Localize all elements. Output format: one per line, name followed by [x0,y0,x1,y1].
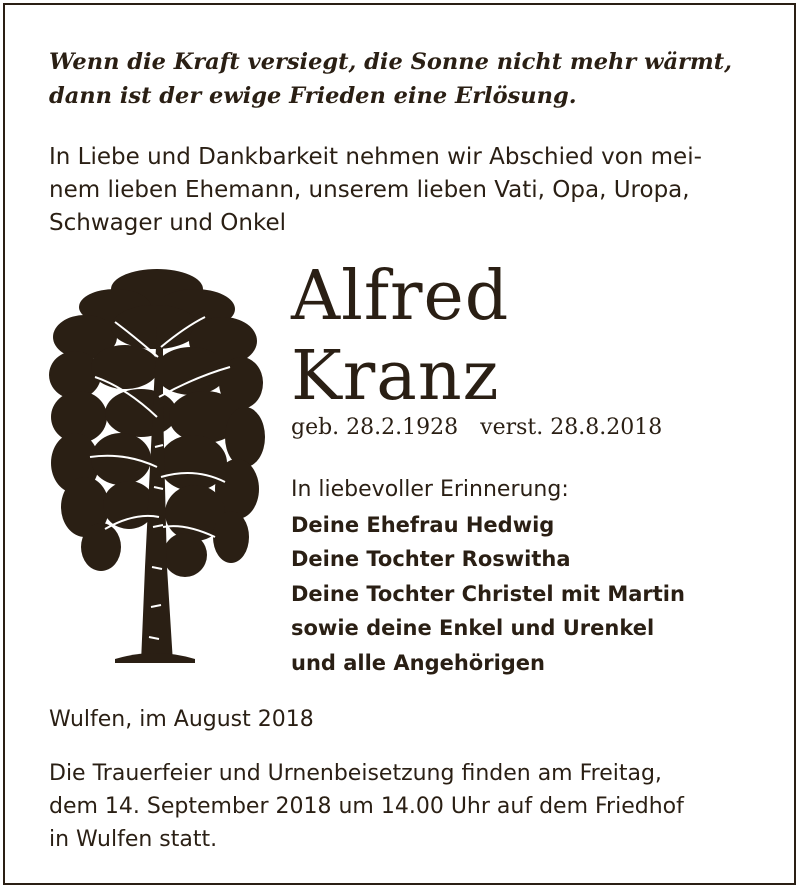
mourner-name: Deine Tochter Christel mit Martin [291,581,685,606]
mourner-name: sowie deine Enkel und Urenkel [291,616,655,640]
birch-tree-icon [45,267,267,663]
motto-line: dann ist der ewige Frieden eine Erlösung. [49,83,577,109]
funeral-line: Die Trauerfeier und Urnenbeisetzung finden am Freitag, [49,761,662,786]
motto-quote [49,45,769,113]
first-name: Alfred [291,257,510,336]
intro-line: In Liebe und Dankbarkeit nehmen wir Abschied von mei- [49,144,702,170]
obituary-notice [3,3,796,885]
deceased-name [291,257,509,417]
place-and-date: Wulfen, im August 2018 [49,707,314,732]
intro-text [49,141,769,240]
motto-line: Wenn die Kraft versiegt, die Sonne nicht mehr wärmt, [49,49,732,75]
intro-line: Schwager und Onkel [49,210,287,236]
mourner-name: und alle Angehörigen [291,650,545,675]
life-dates [291,413,662,443]
mourners-heading: In liebevoller Erinnerung: [291,477,569,502]
intro-line: nem lieben Ehemann, unserem lieben Vati, Opa, Uropa, [49,177,690,203]
funeral-line: dem 14. September 2018 um 14.00 Uhr auf dem Friedhof [49,794,684,819]
funeral-details [49,757,779,856]
last-name: Kranz [291,337,500,416]
death-date: verst. 28.8.2018 [480,415,663,440]
mourners-list [291,473,761,680]
birth-date: geb. 28.2.1928 [291,415,459,440]
funeral-line: in Wulfen statt. [49,827,218,852]
mourner-name: Deine Tochter Roswitha [291,547,571,571]
mourner-name: Deine Ehefrau Hedwig [291,512,555,537]
